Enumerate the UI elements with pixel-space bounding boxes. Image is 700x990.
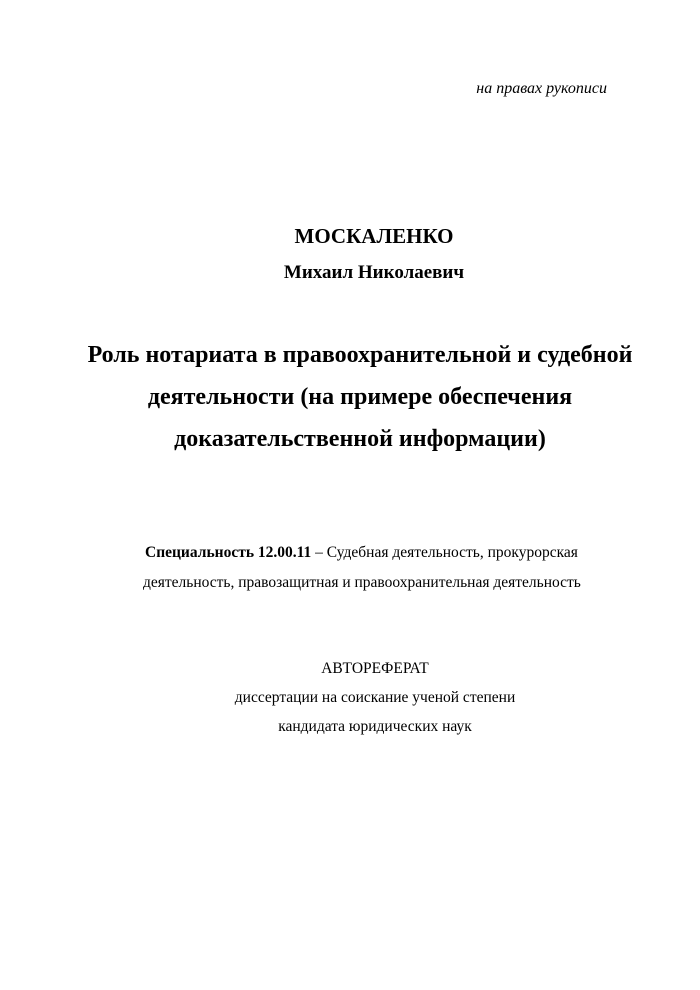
specialty-label: Специальность 12.00.11	[145, 544, 312, 561]
author-surname: МОСКАЛЕНКО	[294, 224, 454, 248]
abstract-heading: АВТОРЕФЕРАТ	[321, 660, 429, 677]
specialty-line	[60, 538, 660, 568]
author-name: Михаил Николаевич	[283, 262, 465, 283]
title-line: деятельности (на примере обеспечения	[147, 384, 573, 410]
title-line: доказательственной информации)	[174, 426, 546, 452]
specialty-line: деятельность, правозащитная и правоохранительная деятельность	[143, 574, 581, 591]
specialty-block	[60, 538, 660, 598]
manuscript-note: на правах рукописи	[476, 80, 607, 97]
specialty-description: – Судебная деятельность, прокурорская	[311, 544, 578, 561]
abstract-line: диссертации на соискание ученой степени	[234, 689, 516, 706]
abstract-line: кандидата юридических наук	[278, 718, 472, 735]
dissertation-title	[60, 334, 660, 460]
title-line: Роль нотариата в правоохранительной и судебной	[87, 342, 633, 368]
abstract-block	[0, 654, 700, 741]
